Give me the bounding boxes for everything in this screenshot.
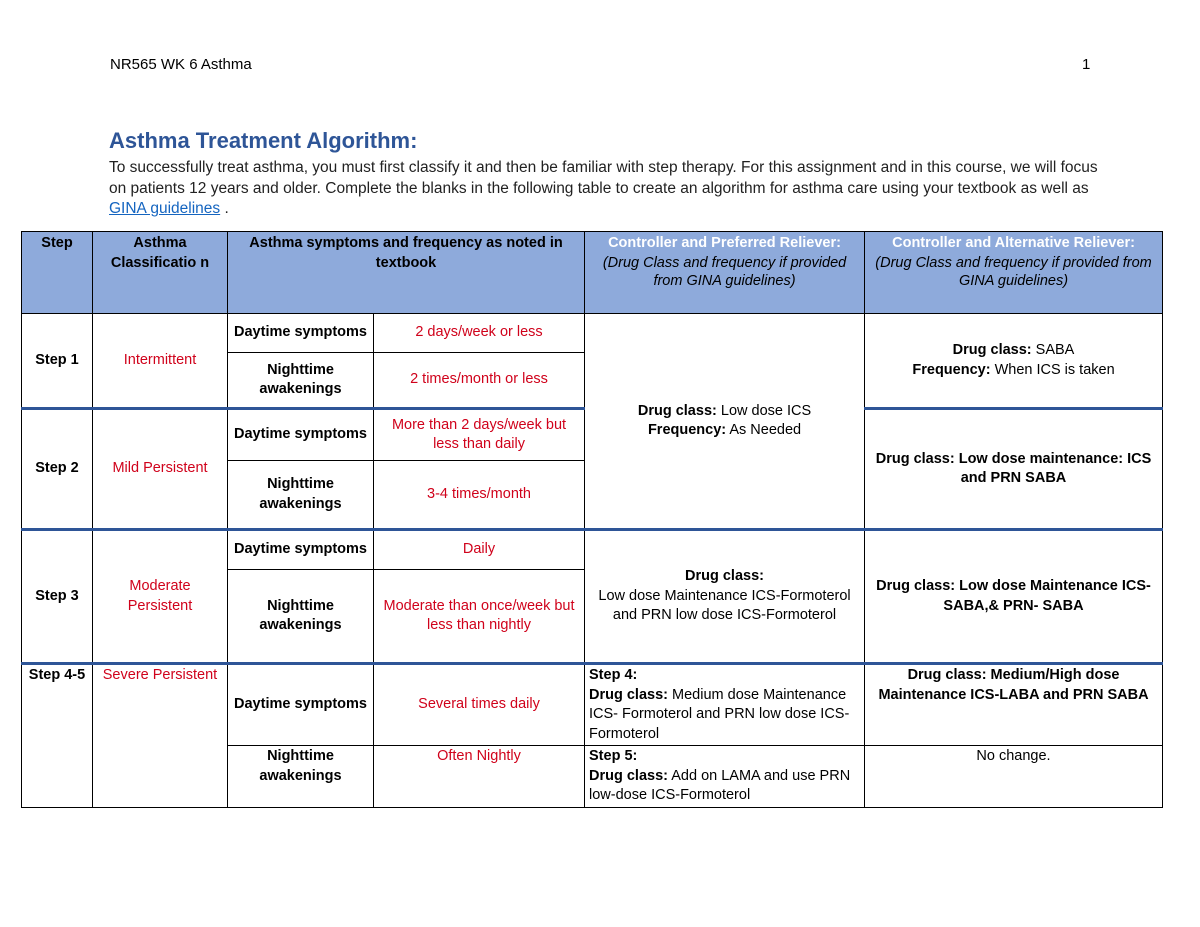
table-row xyxy=(22,314,1163,353)
step3-classification: Moderate Persistent xyxy=(93,530,228,664)
header-preferred xyxy=(585,232,865,314)
drug-class-label: Drug class: xyxy=(637,402,717,419)
drug-class-label: Drug class: xyxy=(685,568,764,585)
step4-drug xyxy=(589,686,860,745)
drug-class-label: Drug class: xyxy=(589,767,668,784)
step45-alt-daytime: Drug class: Medium/High dose Maintenance ICS-LABA and PRN SABA xyxy=(865,664,1163,746)
header-alternative-sub: (Drug Class and frequency if provided from GINA guidelines) xyxy=(875,254,1152,289)
drug-class-value: Add on LAMA and use PRN low-dose ICS-Formoterol xyxy=(589,767,851,803)
step45-daytime-value: Several times daily xyxy=(374,664,585,746)
step1-label: Step 1 xyxy=(22,314,93,409)
steps12-preferred-frequency xyxy=(589,421,860,441)
drug-class-label: Drug class: xyxy=(589,686,668,703)
drug-class-label: Drug class: xyxy=(952,342,1032,358)
step1-nighttime-value: 2 times/month or less xyxy=(374,353,585,409)
steps12-preferred xyxy=(585,314,865,530)
step2-daytime-label: Daytime symptoms xyxy=(228,409,374,461)
header-preferred-sub: (Drug Class and frequency if provided from GINA guidelines) xyxy=(602,254,847,289)
header-classification: Asthma Classificatio n xyxy=(93,232,228,314)
step2-label: Step 2 xyxy=(22,409,93,530)
header-step: Step xyxy=(22,232,93,314)
step3-nighttime-value: Moderate than once/week but less than nightly xyxy=(374,570,585,664)
table-row xyxy=(22,664,1163,746)
step3-nighttime-label: Nighttime awakenings xyxy=(228,570,374,664)
step1-nighttime-label: Nighttime awakenings xyxy=(228,353,374,409)
header-symptoms: Asthma symptoms and frequency as noted in textbook xyxy=(228,232,585,314)
step4-label: Step 4: xyxy=(589,667,638,683)
intro-end: . xyxy=(220,200,229,217)
drug-class-value: SABA xyxy=(1035,342,1075,358)
running-header: NR565 WK 6 Asthma xyxy=(110,56,252,73)
page-title: Asthma Treatment Algorithm: xyxy=(109,128,418,153)
step3-daytime-value: Daily xyxy=(374,530,585,570)
step45-classification: Severe Persistent xyxy=(93,664,228,808)
step45-label: Step 4-5 xyxy=(22,664,93,808)
step5-label: Step 5: xyxy=(589,748,638,764)
drug-class-value: Medium dose Maintenance ICS- Formoterol and PRN low dose ICS-Formoterol xyxy=(589,686,850,742)
step5-preferred xyxy=(585,746,865,808)
step45-nighttime-value: Often Nightly xyxy=(374,746,585,808)
step1-classification: Intermittent xyxy=(93,314,228,409)
header-preferred-title: Controller and Preferred Reliever: xyxy=(608,235,841,251)
step5-drug xyxy=(589,767,860,806)
gina-guidelines-link[interactable]: GINA guidelines xyxy=(109,200,221,217)
asthma-algorithm-table xyxy=(21,231,1163,808)
step1-alt-drug xyxy=(869,341,1158,361)
step3-label: Step 3 xyxy=(22,530,93,664)
step3-preferred-drug: Low dose Maintenance ICS-Formoterol and PRN low dose ICS-Formoterol xyxy=(598,587,851,624)
step3-preferred xyxy=(585,530,865,664)
step2-nighttime-label: Nighttime awakenings xyxy=(228,461,374,530)
intro-text: To successfully treat asthma, you must first classify it and then be familiar with step therapy. For this assignment and in this course, we will focus on patients 12 years and older. Complete the blanks in the following table to create an algorithm for asthma care using your textbook as well as xyxy=(109,159,1098,197)
step1-daytime-value: 2 days/week or less xyxy=(374,314,585,353)
steps12-preferred-drug xyxy=(589,402,860,422)
step2-daytime-value: More than 2 days/week but less than daily xyxy=(374,409,585,461)
page-number: 1 xyxy=(1082,56,1091,73)
step4-preferred xyxy=(585,664,865,746)
drug-class-value: Low dose ICS xyxy=(720,402,812,419)
step1-daytime-label: Daytime symptoms xyxy=(228,314,374,353)
header-alternative xyxy=(865,232,1163,314)
step45-alt-nighttime: No change. xyxy=(865,746,1163,808)
frequency-label: Frequency: xyxy=(647,422,727,438)
frequency-label: Frequency: xyxy=(912,361,991,378)
step2-nighttime-value: 3-4 times/month xyxy=(374,461,585,530)
step45-nighttime-label: Nighttime awakenings xyxy=(228,746,374,808)
step3-daytime-label: Daytime symptoms xyxy=(228,530,374,570)
step2-alternative: Drug class: Low dose maintenance: ICS and PRN SABA xyxy=(865,409,1163,530)
table-row xyxy=(22,530,1163,570)
step1-alt-frequency xyxy=(869,361,1158,381)
step2-classification: Mild Persistent xyxy=(93,409,228,530)
header-alternative-title: Controller and Alternative Reliever: xyxy=(892,235,1135,251)
frequency-value: When ICS is taken xyxy=(994,361,1115,378)
table-header-row xyxy=(22,232,1163,314)
intro-paragraph xyxy=(109,158,1099,220)
frequency-value: As Needed xyxy=(729,422,802,438)
step45-daytime-label: Daytime symptoms xyxy=(228,664,374,746)
step3-alternative: Drug class: Low dose Maintenance ICS-SABA,& PRN- SABA xyxy=(865,530,1163,664)
step1-alternative xyxy=(865,314,1163,409)
